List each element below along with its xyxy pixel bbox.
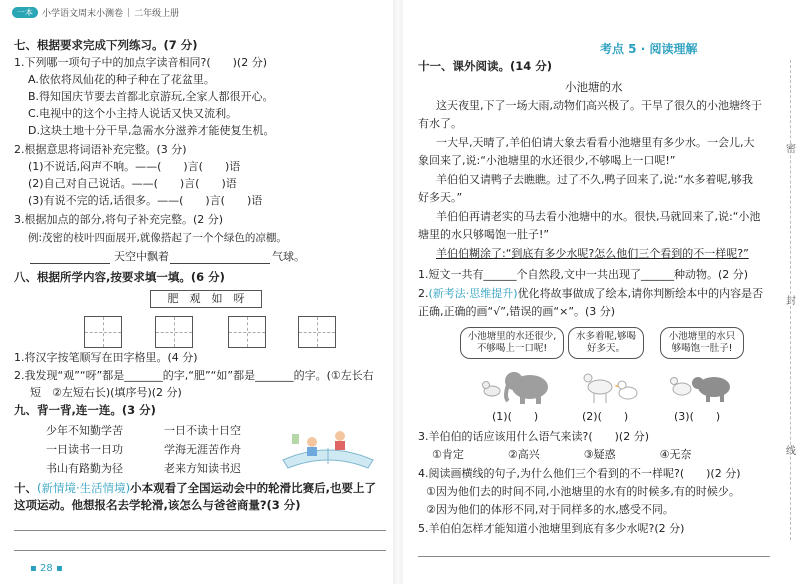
tianzi-grid[interactable] bbox=[228, 316, 266, 348]
speech-bubble-elephant: 小池塘里的水还很少,不够喝上一口呢! bbox=[460, 327, 564, 359]
section-8-title: 八、根据所学内容,按要求填一填。(6 分) bbox=[14, 270, 225, 284]
q8-2-line-2: 短 ②左短右长)(填序号)(2 分) bbox=[30, 386, 182, 399]
section-11-title: 十一、课外阅读。(14 分) bbox=[418, 59, 553, 73]
q7-2-item-3: (3)有说不完的话,话很多。——( )言( )语 bbox=[28, 194, 263, 207]
answer-line[interactable] bbox=[14, 550, 386, 551]
seal-mark-1: 密 bbox=[786, 144, 796, 155]
reading-q4: 4.阅读画横线的句子,为什么他们三个看到的不一样呢?( )(2 分) bbox=[418, 467, 741, 480]
section-10-tag: (新情境·生活情境) bbox=[37, 481, 131, 495]
story-p5: 羊伯伯糊涂了:“到底有多少水呢?怎么他们三个看到的不一样呢?” bbox=[436, 247, 749, 260]
story-p2-line-2: 象回来了,说:“小池塘里的水还很少,不够喝上一口呢!” bbox=[418, 154, 676, 167]
poem-right-1: 一日不读十日空 bbox=[164, 424, 241, 437]
reading-q2-tag: (新考法·思维提升) bbox=[428, 287, 518, 300]
page-number: 28 bbox=[40, 563, 53, 574]
section-9-title: 九、背一背,连一连。(3 分) bbox=[14, 403, 156, 417]
reading-q4-option-2: ②因为他们的体形不同,对于同样多的水,感受不同。 bbox=[426, 503, 674, 516]
brand-badge: 一本 bbox=[12, 7, 38, 18]
q7-2: 2.根据意思将词语补充完整。(3 分) bbox=[14, 143, 187, 156]
tianzi-grid[interactable] bbox=[298, 316, 336, 348]
poem-left-3: 书山有路勤为径 bbox=[46, 462, 123, 475]
section-10-number: 十、 bbox=[14, 481, 37, 495]
speech-bubble-horse: 小池塘里的水只够喝饱一肚子! bbox=[660, 327, 744, 359]
q7-1-option-c: C.电视中的这个小主持人说话又快又流利。 bbox=[28, 107, 238, 120]
q7-2-item-1: (1)不说话,闷声不响。——( )言( )语 bbox=[28, 160, 241, 173]
page-dot: ▪ bbox=[30, 563, 37, 574]
elephant-and-goat-illustration bbox=[478, 365, 558, 405]
poem-left-2: 一日读书一日功 bbox=[46, 443, 123, 456]
q7-3-part-b: 气球。 bbox=[272, 250, 305, 263]
answer-line bbox=[170, 263, 270, 264]
q7-3-example: 例:茂密的枝叶四面展开,就像搭起了一个个绿色的凉棚。 bbox=[28, 232, 287, 244]
seal-mark-2: 封 bbox=[786, 296, 796, 307]
story-p3-line-2: 好多天。” bbox=[418, 191, 463, 204]
poem-left-1: 少年不知勤学苦 bbox=[46, 424, 123, 437]
reading-q2-text: 优化将故事做成了绘本,请你判断绘本中的内容是否 bbox=[517, 287, 764, 300]
poem-right-2: 学海无涯苦作舟 bbox=[164, 443, 241, 456]
q7-1: 1.下列哪一项句子中的加点字读音相同?( )(2 分) bbox=[14, 56, 267, 69]
section-10-line-2: 这项运动。他想报名去学轮滑,该怎么与爸爸商量?(3 分) bbox=[14, 498, 301, 512]
page-dot: ▪ bbox=[56, 563, 63, 574]
q7-3-part-a: 天空中飘着 bbox=[114, 250, 169, 263]
q8-2-line-1: 2.我发现“观”“呀”都是_______的字,“肥”“如”都是_______的字。(①左长右 bbox=[14, 369, 374, 382]
reading-q3: 3.羊伯伯的话应该用什么语气来读?( )(2 分) bbox=[418, 430, 649, 443]
picture-2-answer[interactable]: (2)( ) bbox=[582, 410, 629, 423]
speech-bubble-duck: 水多着呢,够喝好多天。 bbox=[568, 327, 644, 359]
header-grade: 二年级上册 bbox=[134, 9, 180, 19]
header-separator: | bbox=[127, 7, 131, 18]
q7-1-option-b: B.得知国庆节要去首都北京游玩,全家人都很开心。 bbox=[28, 90, 274, 103]
section-7-title: 七、根据要求完成下列练习。(7 分) bbox=[14, 38, 198, 52]
story-p4-line-2: 塘里的水只够喝饱一肚子!” bbox=[418, 228, 550, 241]
story-p1-line-1: 这天夜里,下了一场大雨,动物们高兴极了。干旱了很久的小池塘终于 bbox=[436, 99, 762, 112]
q8-1: 1.将汉字按笔顺写在田字格里。(4 分) bbox=[14, 351, 198, 364]
reading-children-illustration bbox=[278, 420, 378, 472]
story-p3-line-1: 羊伯伯又请鸭子去瞧瞧。过了不久,鸭子回来了,说:“水多着呢,够我 bbox=[436, 173, 753, 186]
page-header bbox=[12, 6, 179, 19]
characters-box: 肥 观 如 呀 bbox=[150, 290, 262, 308]
reading-q4-option-1: ①因为他们去的时间不同,小池塘里的水有的时候多,有的时候少。 bbox=[426, 485, 740, 498]
q7-1-option-a: A.依依将凤仙花的种子种在了花盆里。 bbox=[28, 73, 215, 86]
q7-2-item-2: (2)自己对自己说话。——( )言( )语 bbox=[28, 177, 237, 190]
tianzi-grid[interactable] bbox=[84, 316, 122, 348]
seal-mark-3: 线 bbox=[786, 446, 796, 457]
topic-heading: 考点 5 · 阅读理解 bbox=[600, 42, 698, 56]
answer-line[interactable] bbox=[418, 556, 770, 557]
picture-1-answer[interactable]: (1)( ) bbox=[492, 410, 539, 423]
answer-line bbox=[30, 263, 110, 264]
section-10-text: 小本观看了全国运动会中的轮滑比赛后,也要上了 bbox=[130, 481, 377, 495]
reading-q2-line-2: 正确,正确的画“√”,错误的画“×”。(3 分) bbox=[418, 305, 616, 318]
goat-and-duck-illustration bbox=[578, 365, 648, 405]
seal-line bbox=[790, 60, 791, 540]
story-p4-line-1: 羊伯伯再请老实的马去看小池塘中的水。很快,马就回来了,说:“小池 bbox=[436, 210, 761, 223]
reading-q1: 1.短文一共有______个自然段,文中一共出现了______种动物。(2 分) bbox=[418, 268, 749, 281]
story-p2-line-1: 一大早,天晴了,羊伯伯请大象去看看小池塘里有多少水。一会儿,大 bbox=[436, 136, 755, 149]
reading-q3-options: ①肯定 ②高兴 ③疑惑 ④无奈 bbox=[432, 448, 692, 461]
reading-q5: 5.羊伯伯怎样才能知道小池塘里到底有多少水呢?(2 分) bbox=[418, 522, 685, 535]
left-page bbox=[0, 0, 395, 584]
story-title: 小池塘的水 bbox=[565, 80, 623, 94]
answer-line[interactable] bbox=[14, 530, 386, 531]
poem-right-3: 老来方知读书迟 bbox=[164, 462, 241, 475]
story-p1-line-2: 有水了。 bbox=[418, 117, 462, 130]
tianzi-grid[interactable] bbox=[155, 316, 193, 348]
q7-3: 3.根据加点的部分,将句子补充完整。(2 分) bbox=[14, 213, 224, 226]
header-title: 小学语文周末小测卷 bbox=[42, 9, 124, 19]
reading-q2-line-1: 2.(新考法·思维提升)优化将故事做成了绘本,请你判断绘本中的内容是否 bbox=[418, 287, 764, 300]
goat-and-rhino-illustration bbox=[668, 365, 738, 405]
section-10-line-1 bbox=[14, 481, 376, 495]
picture-3-answer[interactable]: (3)( ) bbox=[674, 410, 721, 423]
q7-1-option-d: D.这块土地十分干旱,急需水分滋养才能使复生机。 bbox=[28, 124, 275, 137]
